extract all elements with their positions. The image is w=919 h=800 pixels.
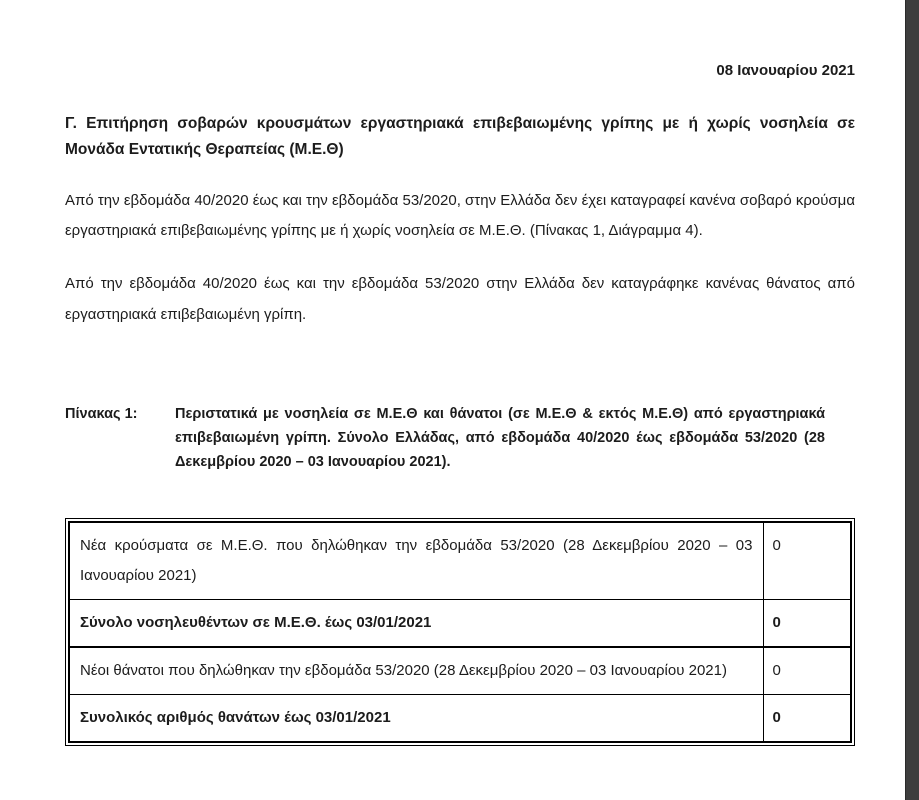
table-row-label: Νέοι θάνατοι που δηλώθηκαν την εβδομάδα 53/2020 (28 Δεκεμβρίου 2020 – 03 Ιανουαρίου 2021) — [69, 647, 763, 695]
table-row-label: Σύνολο νοσηλευθέντων σε Μ.Ε.Θ. έως 03/01/2021 — [69, 600, 763, 648]
table-row-value: 0 — [763, 600, 851, 648]
document-date: 08 Ιανουαρίου 2021 — [716, 62, 855, 79]
data-table-container — [65, 518, 855, 746]
table-row — [69, 600, 851, 648]
paragraph-1: Από την εβδομάδα 40/2020 έως και την εβδομάδα 53/2020, στην Ελλάδα δεν έχει καταγραφεί κανένα σοβαρό κρούσμα εργαστηριακά επιβεβαιωμένης γρίπης με ή χωρίς νοσηλεία σε Μ.Ε.Θ. (Πίνακας 1, Διάγραμμα 4). — [65, 191, 855, 240]
table-row — [69, 522, 851, 600]
table-row — [69, 695, 851, 743]
table-row-value: 0 — [763, 695, 851, 743]
data-table — [68, 521, 852, 743]
table-row-value: 0 — [763, 647, 851, 695]
table-caption — [65, 403, 855, 475]
scrollbar[interactable] — [905, 0, 919, 800]
section-heading: Γ. Επιτήρηση σοβαρών κρουσμάτων εργαστηριακά επιβεβαιωμένης γρίπης με ή χωρίς νοσηλεία σε Μονάδα Εντατικής Θεραπείας (Μ.Ε.Θ) — [65, 115, 855, 159]
document-content — [65, 0, 855, 746]
table-row — [69, 647, 851, 695]
table-row-label: Συνολικός αριθμός θανάτων έως 03/01/2021 — [69, 695, 763, 743]
table-caption-label: Πίνακας 1: — [65, 405, 138, 422]
paragraph-2: Από την εβδομάδα 40/2020 έως και την εβδομάδα 53/2020 στην Ελλάδα δεν καταγράφηκε κανένας θάνατος από εργαστηριακά επιβεβαιωμένη γρίπη. — [65, 275, 855, 323]
table-row-label: Νέα κρούσματα σε Μ.Ε.Θ. που δηλώθηκαν την εβδομάδα 53/2020 (28 Δεκεμβρίου 2020 – 03 Ιανουαρίου 2021) — [69, 522, 763, 600]
table-caption-text: Περιστατικά με νοσηλεία σε Μ.Ε.Θ και θάνατοι (σε Μ.Ε.Θ & εκτός Μ.Ε.Θ) από εργαστηριακά επιβεβαιωμένη γρίπη. Σύνολο Ελλάδας, από εβδομάδα 40/2020 έως εβδομάδα 53/2020 (28 Δεκεμβρίου 2020 – 03 Ιανουαρίου 2021). — [175, 405, 825, 470]
table-row-value: 0 — [763, 522, 851, 600]
